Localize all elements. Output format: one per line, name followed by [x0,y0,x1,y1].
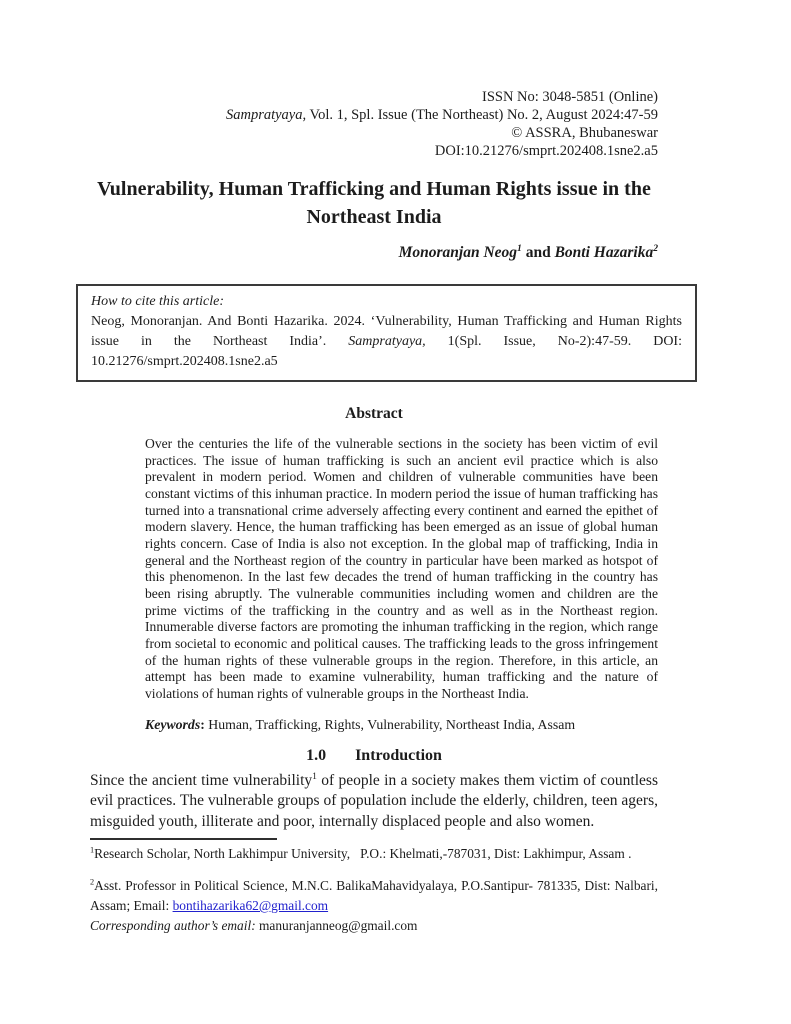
citation-box [76,284,697,382]
footnote-1 [90,845,658,863]
footnote-1-text: Research Scholar, North Lakhimpur University, P.O.: Khelmati,-787031, Dist: Lakhimpur, Assam . [94,846,632,861]
corresponding-author-label: Corresponding author’s email: [90,918,256,933]
citation-text-post: 1(Spl. Issue, No-2):47-59. DOI: 10.21276/smprt.202408.1sne2.a5 [91,334,682,369]
keywords-line [145,716,658,733]
journal-header [90,88,658,160]
abstract-text: Over the centuries the life of the vulnerable sections in the society has been victim of evil practices. The issue of human trafficking is such an ancient evil practice which is also prevalent in modern period. Women and children of vulnerable communities have been constant victims of this inhuman practice. In modern period the issue of human trafficking has turned into a transnational crime adversely affecting every continent and earned the epithet of modern slavery. Hence, the human trafficking has been emerged as an issue of global human rights concern. Case of India is also not exception. In the global map of trafficking, India in general and the Northeast region of the country in particular have been marked as hotspot of this phenomenon. In the last few decades the trend of human trafficking in the country has been rising abruptly. The vulnerable communities including women and children are the prime victims of the trafficking in the country and as well as in the Northeast region. Innumerable diverse factors are promoting the inhuman trafficking in the region, which range from societal to economic and political causes. The trafficking leads to the gross infringement of the human rights of these vulnerable groups in the region. Therefore, in this article, an attempt has been made to examine vulnerability, human trafficking and the nature of violations of human rights of vulnerable groups in the Northeast India. [145,436,658,701]
article-title: Vulnerability, Human Trafficking and Human Rights issue in the Northeast India [97,178,651,228]
intro-text-post: of people in a society makes them victim of countless evil practices. The vulnerable groups of population include the elderly, children, teen agers, misguided youth, illiterate and poor, internally displaced people and also women. [90,771,658,830]
introduction-paragraph [90,771,658,833]
footnote-2-marker: 2 [90,877,95,887]
intro-text-pre: Since the ancient time vulnerability [90,771,313,789]
email-link[interactable]: bontihazarika62@gmail.com [172,898,329,913]
journal-line [90,106,658,124]
author-2-affiliation-ref: 2 [653,242,658,254]
footnote-2-text: Asst. Professor in Political Science, M.N.C. BalikaMahavidyalaya, P.O.Santipur- 781335, Dist: Nalbari, Assam; Email: [90,878,658,913]
journal-volume-info: Vol. 1, Spl. Issue (The Northeast) No. 2, August 2024:47-59 [306,107,658,123]
keywords-list: Human, Trafficking, Rights, Vulnerability, Northeast India, Assam [204,716,576,732]
footnote-2 [90,876,658,916]
abstract-heading: Abstract [345,405,403,422]
citation-box-label: How to cite this article: [91,294,224,309]
citation-journal-name: Sampratyaya, [348,334,426,349]
author-1: Monoranjan Neog [398,244,518,261]
section-heading-introduction [90,746,658,766]
doi-line: DOI:10.21276/smprt.202408.1sne2.a5 [434,143,658,159]
footnote-1-reference: 1 [312,770,317,782]
authors-conjunction: and [521,244,555,261]
issn-line: ISSN No: 3048-5851 (Online) [481,89,658,105]
journal-name: Sampratyaya, [225,107,307,123]
section-number: 1.0 [306,746,327,764]
citation-text-pre: Neog, Monoranjan. And Bonti Hazarika. 2024. ‘Vulnerability, Human Trafficking and Human Rights issue in the Northeast India’. [91,314,682,349]
corresponding-author-line [90,916,658,936]
corresponding-author-email: manuranjanneog@gmail.com [255,918,418,933]
author-1-affiliation-ref: 1 [517,242,522,254]
footnote-1-marker: 1 [90,845,95,855]
footnote-separator-rule [90,838,277,840]
keywords-colon: : [200,716,205,732]
keywords-label: Keywords [145,716,201,732]
author-2: Bonti Hazarika [554,244,654,261]
authors-line [90,243,658,262]
copyright-line: © ASSRA, Bhubaneswar [511,125,658,141]
section-title: Introduction [355,746,442,764]
citation-text [91,312,682,372]
